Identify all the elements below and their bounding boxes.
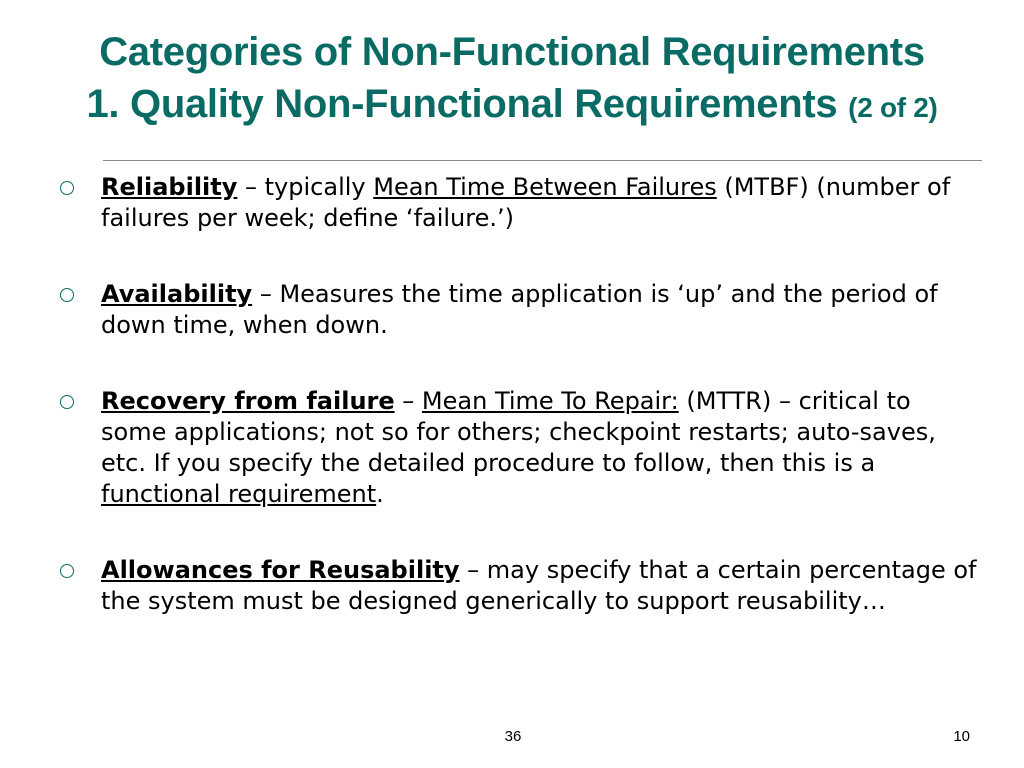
- bullet-text: –: [394, 387, 422, 415]
- bullet-text: – may specify that a certain percentage of the system must be designed generically to support reusability…: [101, 556, 977, 615]
- bullet-reliability: [60, 172, 980, 234]
- bullet-availability: [60, 279, 980, 341]
- term-allowances-for-reusability: Allowances for Reusability: [101, 556, 460, 584]
- bullet-text: – Measures the time application is ‘up’ and the period of down time, when down.: [101, 280, 938, 339]
- underlined-phrase-functional-requirement: functional requirement: [101, 480, 377, 508]
- bullet-text: .: [376, 480, 384, 508]
- hollow-circle-bullet-icon: [60, 181, 74, 195]
- title-part-indicator: (2 of 2): [848, 92, 938, 123]
- bullet-recovery: [60, 386, 980, 510]
- slide-title: [0, 26, 1024, 134]
- footer-page-number-center: 36: [504, 728, 522, 745]
- term-reliability: Reliability: [101, 173, 238, 201]
- title-line-1: Categories of Non-Functional Requirements: [99, 30, 925, 74]
- hollow-circle-bullet-icon: [60, 564, 74, 578]
- footer-slide-number: 10: [953, 728, 970, 745]
- title-line-2: [0, 78, 1024, 134]
- bullet-list: [60, 172, 980, 662]
- title-line-2-main: 1. Quality Non-Functional Requirements: [86, 82, 838, 126]
- bullet-text: (MTTR) – critical to some applications; not so for others; checkpoint restarts; auto-saves, etc. If you specify the detailed procedure to follow, then this is a: [101, 387, 936, 477]
- hollow-circle-bullet-icon: [60, 288, 74, 302]
- hollow-circle-bullet-icon: [60, 395, 74, 409]
- bullet-text: – typically: [237, 173, 374, 201]
- term-availability: Availability: [101, 280, 253, 308]
- bullet-text: (MTBF) (number of failures per week; define ‘failure.’): [101, 173, 951, 232]
- underlined-phrase-mtbf: Mean Time Between Failures: [373, 173, 717, 201]
- underlined-phrase-mttr: Mean Time To Repair:: [421, 387, 679, 415]
- bullet-reusability: [60, 555, 980, 617]
- term-recovery-from-failure: Recovery from failure: [101, 387, 395, 415]
- title-divider: [103, 160, 982, 161]
